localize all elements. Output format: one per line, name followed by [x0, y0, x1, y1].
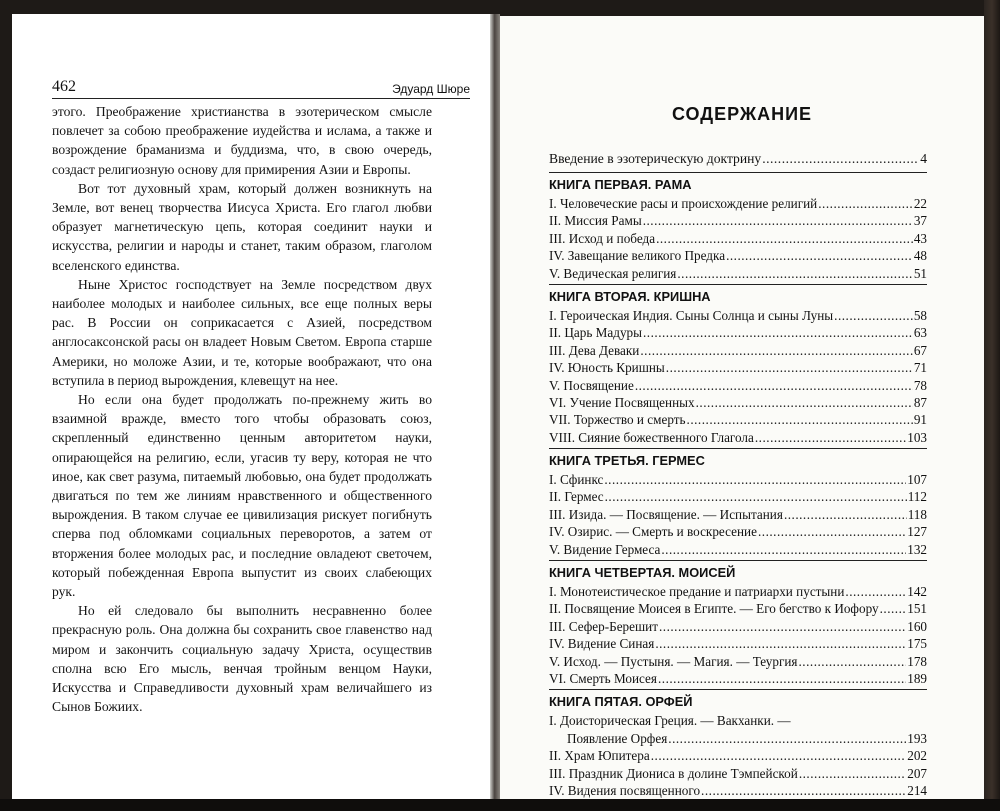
toc-entry: [549, 730, 927, 747]
toc-entry-title: I. Монотеистическое предание и патриархи пустыни: [549, 584, 845, 600]
dot-leader: [726, 247, 913, 264]
toc-entry-page: 189: [907, 670, 927, 686]
toc-entry-page: 118: [907, 506, 927, 522]
toc-intro-entry: [549, 150, 927, 170]
toc-entry-title: III. Исход и победа: [549, 230, 656, 246]
toc-entry: [549, 230, 927, 247]
page-number: 462: [52, 78, 76, 95]
dot-leader: [799, 765, 906, 782]
toc-book-heading: КНИГА ВТОРАЯ. КРИШНА: [549, 284, 927, 307]
toc-entry-title: VII. Торжество и смерть: [549, 412, 686, 428]
toc-entry-title: VI. Смерть Моисея: [549, 670, 657, 686]
toc-entry: [549, 583, 927, 600]
book-gutter: [490, 14, 500, 806]
body-text: [52, 102, 432, 717]
toc-entry-page: 48: [913, 248, 927, 264]
toc-entry: [549, 342, 927, 359]
toc-book-heading: КНИГА ЧЕТВЕРТАЯ. МОИСЕЙ: [549, 560, 927, 583]
toc-entry-page: 51: [913, 265, 927, 281]
dot-leader: [659, 618, 906, 635]
toc-entry-title: II. Царь Мадуры: [549, 325, 642, 341]
dot-leader: [656, 230, 913, 247]
toc-entry: [549, 359, 927, 376]
dot-leader: [758, 523, 906, 540]
toc-entry-title: I. Доисторическая Греция. — Вакханки. —: [549, 713, 791, 729]
toc-entry-title: IV. Озирис. — Смерть и воскресение: [549, 524, 757, 540]
toc-entry-title: II. Гермес: [549, 489, 604, 505]
toc-entry-title: III. Сефер-Берешит: [549, 618, 658, 634]
toc-entry-page: 43: [913, 230, 927, 246]
toc-entry: [549, 541, 927, 558]
toc-entry-page: 87: [913, 394, 927, 410]
dot-leader: [845, 583, 906, 600]
toc-entry-page: 202: [907, 748, 927, 764]
toc-entry-title: IV. Видения посвященного: [549, 782, 701, 798]
toc-title: СОДЕРЖАНИЕ: [671, 104, 813, 124]
toc-entry-title: VIII. Сияние божественного Глагола: [549, 429, 754, 445]
dot-leader: [666, 359, 913, 376]
paragraph: Но если она будет продолжать по-прежнему жить во взаимной вражде, вместо того чтобы образовать союз, скрепленный единственно ценным авторитетом науки, опирающейся на религию, если, угасив ту веру, которая не что иное, как свет разума, питаемый любовью, она будет продолжать двигаться по тем же линиям нравственного и общественного вырождения. В таком случае ее цивилизация рискует погибнуть сперва под обломками социальных переворотов, а затем от вторжения более молодых рас, и последние овладеют светочем, который побежденная Европа выпустит из своих слабеющих рук.: [52, 392, 432, 600]
toc-entry-title: II. Посвящение Моисея в Египте. — Его бегство к Иофору: [549, 601, 879, 617]
dot-leader: [818, 195, 913, 212]
toc-entry-title: IV. Юность Кришны: [549, 360, 665, 376]
toc-entry-title: I. Сфинкс: [549, 472, 604, 488]
toc-entry-page: 175: [907, 636, 927, 652]
toc-entry: [549, 377, 927, 394]
dot-leader: [880, 600, 907, 617]
toc-entry: [549, 212, 927, 229]
dot-leader: [635, 377, 913, 394]
toc-entry-page: 58: [913, 307, 927, 323]
toc-entry-page: 151: [907, 601, 927, 617]
toc-entry-title: V. Видение Гермеса: [549, 541, 661, 557]
toc-entry-title: III. Праздник Диониса в долине Тэмпейской: [549, 765, 798, 781]
toc-entry: [549, 523, 927, 540]
paragraph: Вот тот духовный храм, который должен возникнуть на Земле, вот венец творчества Иисуса Христа. Его глагол любви образует магнетическую цепь, которая соединит науки и искусства, религии и народы и станет, таким образом, глаголом вселенского единства.: [52, 180, 432, 273]
toc-entry-title: V. Ведическая религия: [549, 265, 677, 281]
toc-entry-title: III. Изида. — Посвящение. — Испытания: [549, 506, 783, 522]
toc-entry-page: 67: [913, 342, 927, 358]
toc-entry: [549, 600, 927, 617]
toc-entry-title: VI. Учение Посвященных: [549, 394, 695, 410]
toc-entry-title: V. Посвящение: [549, 377, 634, 393]
toc-entry: [549, 782, 927, 799]
dot-leader: [668, 730, 906, 747]
toc-entry-page: 193: [907, 730, 927, 746]
paragraph: этого. Преображение христианства в эзотерическом смысле повлечет за собою преображение иудейства и ислама, а также и возрождение браманизма и буддизма, что, в свою очередь, создаст религиозную основу для примирения Азии и Европы.: [52, 104, 432, 177]
toc-entry: [549, 488, 927, 505]
dot-leader: [701, 782, 906, 799]
book-cover-edge: [984, 0, 1000, 811]
toc-entry-page: 214: [907, 782, 927, 798]
toc-entry: [549, 324, 927, 341]
paragraph: Ныне Христос господствует на Земле посредством двух наиболее молодых и наиболее сильных, все еще полных веры рас. В России он соприкасается с Азией, посредством англосаксонской расы он владеет Новым Светом. Европа старше Америки, но моложе Азии, и те, которые воображают, что она вступила в период вырождения, клевещут на нее.: [52, 276, 432, 388]
toc-entry-title: II. Храм Юпитера: [549, 748, 650, 764]
toc-entry-title: I. Героическая Индия. Сыны Солнца и сыны Луны: [549, 307, 834, 323]
toc-entry-page: 132: [907, 541, 927, 557]
toc-entry-title: I. Человеческие расы и происхождение религий: [549, 196, 818, 211]
toc-entry: [549, 747, 927, 764]
dot-leader: [762, 150, 919, 167]
toc-entry: [549, 635, 927, 652]
paragraph: Но ей следовало бы выполнить несравненно более прекрасную роль. Она должна бы сохранить свое главенство над миром и закончить социальную задачу Христа, осуществив сполна всю Его мысль, венчая тройным венцом Науки, Искусства и Справедливости духовный храм величайшего из Сынов Божиих.: [52, 603, 432, 715]
toc-entry-title: V. Исход. — Пустыня. — Магия. — Теургия: [549, 653, 798, 669]
toc-entry-page: 107: [907, 472, 927, 488]
dot-leader: [784, 506, 907, 523]
toc-entry-title: Появление Орфея: [567, 730, 668, 746]
toc-entry-page: 71: [913, 360, 927, 376]
dot-leader: [643, 324, 913, 341]
dot-leader: [834, 307, 913, 324]
dot-leader: [651, 747, 906, 764]
toc-entry-page: 78: [913, 377, 927, 393]
dot-leader: [640, 342, 912, 359]
toc-entry: [549, 411, 927, 428]
toc-book-heading: КНИГА ПЕРВАЯ. РАМА: [549, 172, 927, 195]
toc-entry: [549, 429, 927, 446]
toc-book-heading: КНИГА ТРЕТЬЯ. ГЕРМЕС: [549, 448, 927, 471]
toc-entry-title: II. Миссия Рамы: [549, 213, 642, 229]
toc-entry: [549, 670, 927, 687]
dot-leader: [799, 653, 907, 670]
toc-entry: [549, 506, 927, 523]
toc-entry: [549, 653, 927, 670]
table-of-contents: [549, 150, 927, 799]
toc-entry: [549, 765, 927, 782]
toc-entry-page: 4: [920, 151, 927, 166]
dot-leader: [696, 394, 913, 411]
toc-entry-page: 142: [907, 584, 927, 600]
toc-entry-page: 63: [913, 325, 927, 341]
toc-entry-page: 160: [907, 618, 927, 634]
toc-entry-title: III. Дева Деваки: [549, 342, 640, 358]
toc-entry: [549, 265, 927, 282]
toc-entry: [549, 471, 927, 488]
toc-entry-page: 91: [913, 412, 927, 428]
dot-leader: [658, 670, 906, 687]
dot-leader: [755, 429, 906, 446]
running-header: [52, 74, 470, 99]
toc-entry-page: 207: [907, 765, 927, 781]
toc-entry-page: 22: [913, 196, 927, 211]
toc-entry: [549, 307, 927, 324]
dot-leader: [643, 212, 913, 229]
dot-leader: [687, 411, 913, 428]
toc-entry-page: 103: [907, 429, 927, 445]
toc-entry: [549, 618, 927, 635]
dot-leader: [605, 488, 907, 505]
bottom-edge: [0, 799, 1000, 811]
toc-entry-page: 112: [907, 489, 927, 505]
dot-leader: [661, 541, 906, 558]
dot-leader: [655, 635, 906, 652]
running-header-author: Эдуард Шюре: [392, 82, 470, 96]
toc-entry: [549, 247, 927, 264]
toc-entry-title: Введение в эзотерическую доктрину: [549, 151, 762, 166]
toc-entry-title: IV. Завещание великого Предка: [549, 248, 726, 264]
toc-entry-page: 127: [907, 524, 927, 540]
dot-leader: [604, 471, 906, 488]
toc-entry-page: 37: [913, 213, 927, 229]
toc-entry: [549, 195, 927, 212]
toc-entry-title: IV. Видение Синая: [549, 636, 655, 652]
dot-leader: [677, 265, 912, 282]
toc-book-heading: КНИГА ПЯТАЯ. ОРФЕЙ: [549, 689, 927, 712]
toc-entry-page: 178: [907, 653, 927, 669]
toc-entry: [549, 394, 927, 411]
